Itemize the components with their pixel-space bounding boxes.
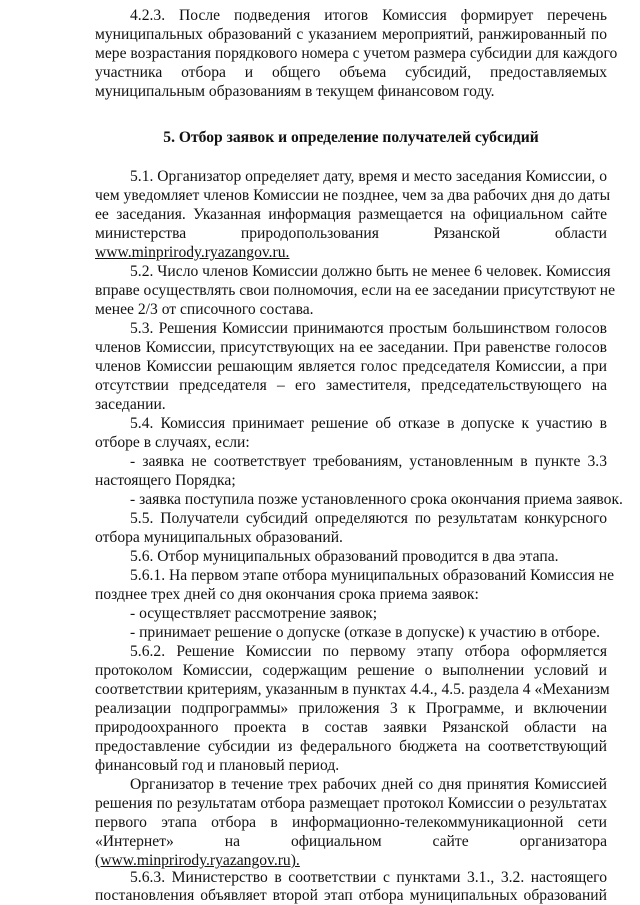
text-line: решения по результатам отбора размещает протокол Комиссии о результатах — [95, 795, 607, 812]
text-line: министерства природопользования Рязанской области — [95, 225, 607, 242]
website-link[interactable]: www.minprirody.ryazangov.ru. — [95, 244, 290, 261]
text-line: - принимает решение о допуске (отказе в допуске) к участию в отборе. — [130, 624, 601, 641]
text-line: 5.6. Отбор муниципальных образований проводится в два этапа. — [130, 548, 559, 565]
text-line: реализации подпрограммы» приложения 3 к Программе, и включении — [95, 700, 607, 717]
text-line: Организатор в течение трех рабочих дней со дня принятия Комиссией — [130, 776, 607, 793]
text-line: 5.1. Организатор определяет дату, время и место заседания Комиссии, о — [130, 168, 607, 185]
text-line: вправе осуществлять свои полномочия, если на ее заседании присутствуют не — [95, 282, 616, 299]
text-line: соответствии критериям, указанным в пунктах 4.4., 4.5. раздела 4 «Механизм — [95, 681, 610, 698]
text-line: отборе в случаях, если: — [95, 434, 250, 451]
text-line: первого этапа отбора в информационно-телекоммуникационной сети — [95, 814, 607, 831]
text-line: предоставление субсидии из федерального бюджета на соответствующий — [95, 738, 607, 755]
text-line: 5.6.3. Министерство в соответствии с пунктами 3.1., 3.2. настоящего — [130, 869, 607, 886]
text-line: 5.5. Получатели субсидий определяются по результатам конкурсного — [130, 510, 607, 527]
text-line: 5.4. Комиссия принимает решение об отказе в допуске к участию в — [130, 415, 607, 432]
text-line: муниципальных образований с указанием мероприятий, ранжированный по — [95, 26, 607, 43]
text-line: позднее трех дней со дня окончания срока приема заявок: — [95, 586, 479, 603]
text-line: «Интернет» на официальном сайте организатора — [95, 833, 607, 850]
text-line: - заявка не соответствует требованиям, установленным в пункте 3.3 — [130, 453, 607, 470]
text-line: - осуществляет рассмотрение заявок; — [130, 605, 378, 622]
text-line: 5.2. Число членов Комиссии должно быть не менее 6 человек. Комиссия — [130, 263, 611, 280]
text-line: 4.2.3. После подведения итогов Комиссия формирует перечень — [130, 7, 607, 24]
text-line: муниципальным образованиям в текущем финансовом году. — [95, 83, 495, 100]
text-line: протоколом Комиссии, содержащим решение о выполнении условий и — [95, 662, 607, 679]
text-line: финансовый год и плановый период. — [95, 757, 340, 774]
text-line: 5.6.1. На первом этапе отбора муниципальных образований Комиссия не — [130, 567, 615, 584]
text-line: заседании. — [95, 396, 166, 413]
text-line: чем уведомляет членов Комиссии не позднее, чем за два рабочих дня до даты — [95, 187, 611, 204]
text-line: менее 2/3 от списочного состава. — [95, 301, 314, 318]
text-line: природоохранного проекта в состав заявки Рязанской области на — [95, 719, 607, 736]
text-line: членов Комиссии, присутствующих на ее заседании. При равенстве голосов — [95, 339, 607, 356]
text-line: мере возрастания порядкового номера с учетом размера субсидии для каждого — [95, 45, 618, 62]
text-line: - заявка поступила позже установленного срока окончания приема заявок. — [130, 491, 623, 508]
website-link[interactable]: (www.minprirody.ryazangov.ru). — [95, 852, 300, 869]
text-line: отбора муниципальных образований. — [95, 529, 343, 546]
text-line: ее заседания. Указанная информация размещается на официальном сайте — [95, 206, 607, 223]
text-line: членов Комиссии решающим является голос председателя Комиссии, а при — [95, 358, 607, 375]
text-line: постановления объявляет второй этап отбора муниципальных образований — [95, 887, 607, 904]
section-heading: 5. Отбор заявок и определение получателей субсидий — [163, 129, 539, 146]
text-line: участника отбора и общего объема субсидий, предоставляемых — [95, 64, 607, 81]
text-line: 5.3. Решения Комиссии принимаются простым большинством голосов — [130, 320, 607, 337]
text-line: 5.6.2. Решение Комиссии по первому этапу отбора оформляется — [130, 643, 607, 660]
text-line: отсутствии председателя – его заместителя, председательствующего на — [95, 377, 607, 394]
text-line: настоящего Порядка; — [95, 472, 236, 489]
